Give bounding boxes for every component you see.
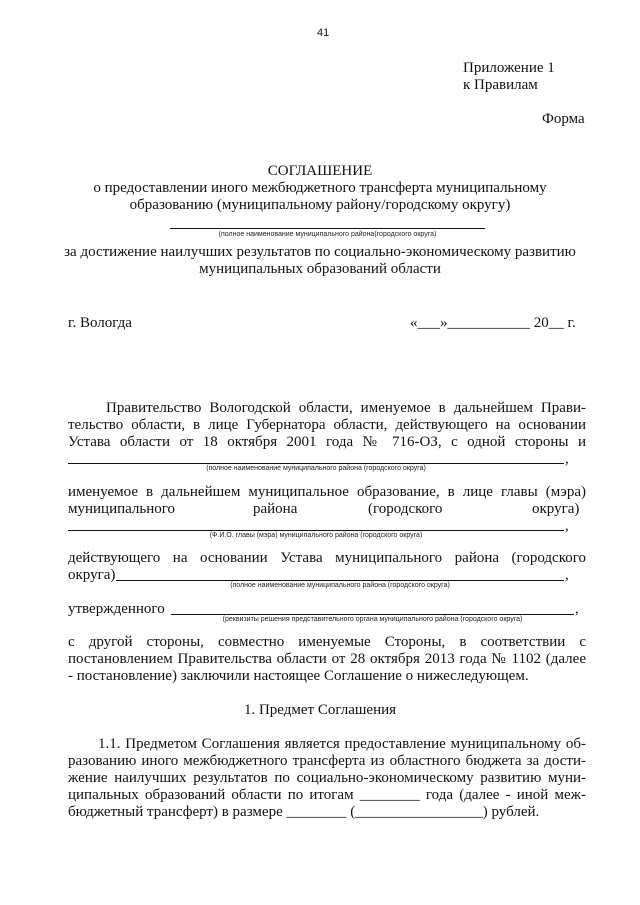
clause-1-1-line4: ципальных образований области по итогам ________ года (далее - иной меж- [68,787,586,803]
title-line-4: муниципальных образований области [199,261,441,277]
agreement-date-field[interactable]: «___»___________ 20__ г. [410,315,576,331]
clause-1-1-line5: бюджетный трансферт) в размере ________ (_________________) рублей. [68,804,540,820]
title-line-2: образованию (муниципальному району/городскому округу) [129,197,511,213]
clause-1-1-line2: разованию иного межбюджетного трансферта из областного бюджета за дости- [68,753,586,769]
head-fullname-caption: (Ф.И.О. главы (мэра) муниципального района (городского округа) [209,532,423,539]
council-decision-line[interactable] [171,614,574,615]
para3-line1: действующего на основании Устава муниципального района (городского [68,550,586,566]
para3-line2: округа) [68,567,116,583]
head-fullname-line[interactable] [68,530,564,531]
para2-word-3: (городского [368,501,443,517]
municipality-name-line[interactable] [170,228,485,229]
document-title: СОГЛАШЕНИЕ [267,163,373,179]
para1-line2: тельство области, в лице Губернатора области, действующего на основании [68,417,586,433]
form-label: Форма [542,111,585,127]
appendix-label: Приложение 1 [463,60,555,76]
approved-label: утвержденного [68,601,165,617]
comma-2: , [565,518,569,534]
municipality-name-caption-2: (полное наименование муниципального района (городского округа) [206,465,426,472]
to-rules-label: к Правилам [463,77,538,93]
title-line-1: о предоставлении иного межбюджетного трансферта муниципальному [93,180,547,196]
city: г. Вологда [68,315,132,331]
para1-line3: Устава области от 18 октября 2001 года № 716-ОЗ, с одной стороны и [68,434,586,450]
council-decision-caption: (реквизиты решения представительного органа муниципального района (городского округа) [222,616,523,623]
para5-line1: с другой стороны, совместно именуемые Стороны, в соответствии с [68,634,586,650]
para1-line1: Правительство Вологодской области, именуемое в дальнейшем Прави- [106,400,586,416]
municipality-name-caption: (полное наименование муниципального района(городского округа) [218,231,437,238]
municipality-name-line-2[interactable] [68,463,564,464]
page-number: 41 [317,27,330,39]
comma-1: , [565,451,569,467]
municipality-name-line-3[interactable] [116,580,564,581]
para2-word-4: округа) [532,501,580,517]
comma-4: , [575,601,579,617]
comma-3: , [565,567,569,583]
para2-word-2: района [253,501,298,517]
para5-line3: - постановление) заключили настоящее Соглашение о нижеследующем. [68,668,529,684]
para2-word-1: муниципального [68,501,176,517]
para2-line1: именуемое в дальнейшем муниципальное образование, в лице главы (мэра) [68,484,586,500]
section-1-heading: 1. Предмет Соглашения [243,702,397,718]
municipality-name-caption-3: (полное наименование муниципального района (городского округа) [230,582,450,589]
para5-line2: постановлением Правительства области от 28 октября 2013 года № 1102 (далее [68,651,586,667]
title-line-3: за достижение наилучших результатов по социально-экономическому развитию [64,244,576,260]
clause-1-1-line1: 1.1. Предметом Соглашения является предоставление муниципальному об- [98,736,586,752]
clause-1-1-line3: жение наилучших результатов по социально-экономическому развитию муни- [68,770,586,786]
